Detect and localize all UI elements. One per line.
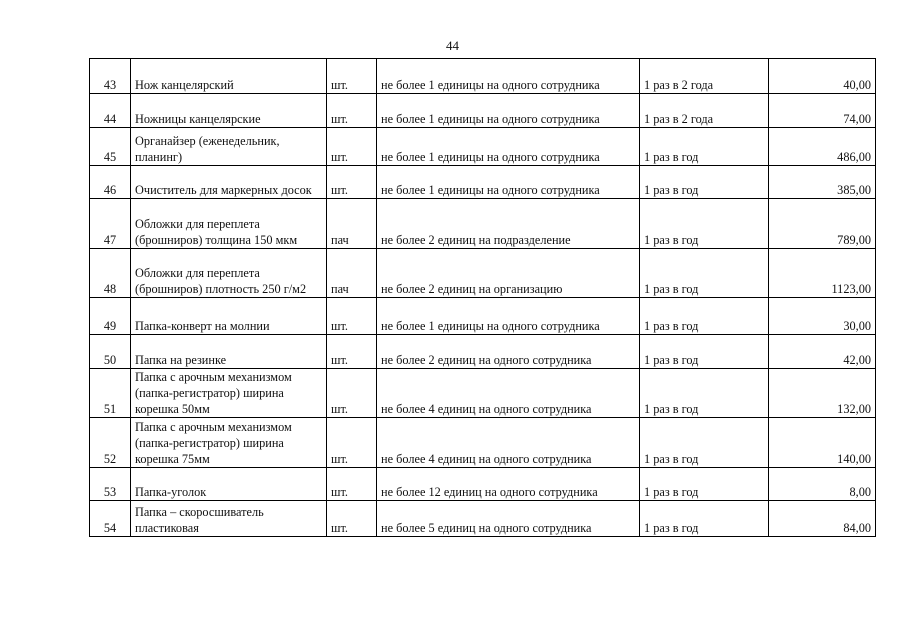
item-name: Папка с арочным механизмом (папка-регистратор) ширина корешка 50мм <box>131 369 327 418</box>
item-unit: пач <box>327 249 377 298</box>
item-unit: шт. <box>327 369 377 418</box>
row-number: 53 <box>90 468 131 501</box>
item-name: Очиститель для маркерных досок <box>131 166 327 199</box>
row-number: 43 <box>90 59 131 94</box>
item-price: 84,00 <box>769 501 876 537</box>
item-price: 40,00 <box>769 59 876 94</box>
table-row <box>90 249 876 298</box>
item-norm: не более 1 единицы на одного сотрудника <box>377 166 640 199</box>
table-row <box>90 199 876 249</box>
item-norm: не более 2 единиц на подразделение <box>377 199 640 249</box>
item-norm: не более 1 единицы на одного сотрудника <box>377 59 640 94</box>
item-name: Обложки для переплета (брошниров) плотность 250 г/м2 <box>131 249 327 298</box>
item-price: 789,00 <box>769 199 876 249</box>
item-price: 140,00 <box>769 418 876 468</box>
item-norm: не более 1 единицы на одного сотрудника <box>377 94 640 128</box>
item-unit: шт. <box>327 418 377 468</box>
table-row <box>90 94 876 128</box>
item-unit: шт. <box>327 94 377 128</box>
item-name: Папка – скоросшиватель пластиковая <box>131 501 327 537</box>
item-frequency: 1 раз в год <box>640 369 769 418</box>
item-price: 8,00 <box>769 468 876 501</box>
item-unit: шт. <box>327 166 377 199</box>
item-frequency: 1 раз в 2 года <box>640 59 769 94</box>
item-frequency: 1 раз в 2 года <box>640 94 769 128</box>
table-row <box>90 335 876 369</box>
supply-norms-table <box>89 58 876 537</box>
item-unit: шт. <box>327 335 377 369</box>
item-norm: не более 4 единиц на одного сотрудника <box>377 369 640 418</box>
table-row <box>90 166 876 199</box>
item-unit: шт. <box>327 468 377 501</box>
item-name: Папка-уголок <box>131 468 327 501</box>
row-number: 45 <box>90 128 131 166</box>
table-row <box>90 501 876 537</box>
item-frequency: 1 раз в год <box>640 166 769 199</box>
row-number: 49 <box>90 298 131 335</box>
item-unit: шт. <box>327 298 377 335</box>
table-body <box>90 59 876 537</box>
item-frequency: 1 раз в год <box>640 128 769 166</box>
item-norm: не более 1 единицы на одного сотрудника <box>377 128 640 166</box>
row-number: 51 <box>90 369 131 418</box>
item-name: Папка с арочным механизмом (папка-регистратор) ширина корешка 75мм <box>131 418 327 468</box>
item-name: Папка на резинке <box>131 335 327 369</box>
item-frequency: 1 раз в год <box>640 199 769 249</box>
item-norm: не более 2 единиц на одного сотрудника <box>377 335 640 369</box>
row-number: 46 <box>90 166 131 199</box>
item-unit: пач <box>327 199 377 249</box>
item-frequency: 1 раз в год <box>640 335 769 369</box>
item-name: Обложки для переплета (брошниров) толщина 150 мкм <box>131 199 327 249</box>
table-row <box>90 128 876 166</box>
item-price: 385,00 <box>769 166 876 199</box>
item-frequency: 1 раз в год <box>640 249 769 298</box>
item-name: Нож канцелярский <box>131 59 327 94</box>
item-frequency: 1 раз в год <box>640 468 769 501</box>
row-number: 48 <box>90 249 131 298</box>
item-name: Папка-конверт на молнии <box>131 298 327 335</box>
table-row <box>90 468 876 501</box>
item-price: 74,00 <box>769 94 876 128</box>
item-price: 30,00 <box>769 298 876 335</box>
row-number: 44 <box>90 94 131 128</box>
item-unit: шт. <box>327 128 377 166</box>
row-number: 50 <box>90 335 131 369</box>
item-norm: не более 5 единиц на одного сотрудника <box>377 501 640 537</box>
item-price: 132,00 <box>769 369 876 418</box>
item-frequency: 1 раз в год <box>640 298 769 335</box>
item-name: Органайзер (еженедельник, планинг) <box>131 128 327 166</box>
item-unit: шт. <box>327 59 377 94</box>
row-number: 47 <box>90 199 131 249</box>
table-row <box>90 59 876 94</box>
item-norm: не более 1 единицы на одного сотрудника <box>377 298 640 335</box>
table-row <box>90 418 876 468</box>
item-frequency: 1 раз в год <box>640 501 769 537</box>
row-number: 52 <box>90 418 131 468</box>
item-price: 1123,00 <box>769 249 876 298</box>
item-price: 42,00 <box>769 335 876 369</box>
item-name: Ножницы канцелярские <box>131 94 327 128</box>
table-row <box>90 298 876 335</box>
item-norm: не более 4 единиц на одного сотрудника <box>377 418 640 468</box>
item-price: 486,00 <box>769 128 876 166</box>
row-number: 54 <box>90 501 131 537</box>
table-row <box>90 369 876 418</box>
item-frequency: 1 раз в год <box>640 418 769 468</box>
item-unit: шт. <box>327 501 377 537</box>
item-norm: не более 2 единиц на организацию <box>377 249 640 298</box>
page-number: 44 <box>446 38 459 53</box>
item-norm: не более 12 единиц на одного сотрудника <box>377 468 640 501</box>
